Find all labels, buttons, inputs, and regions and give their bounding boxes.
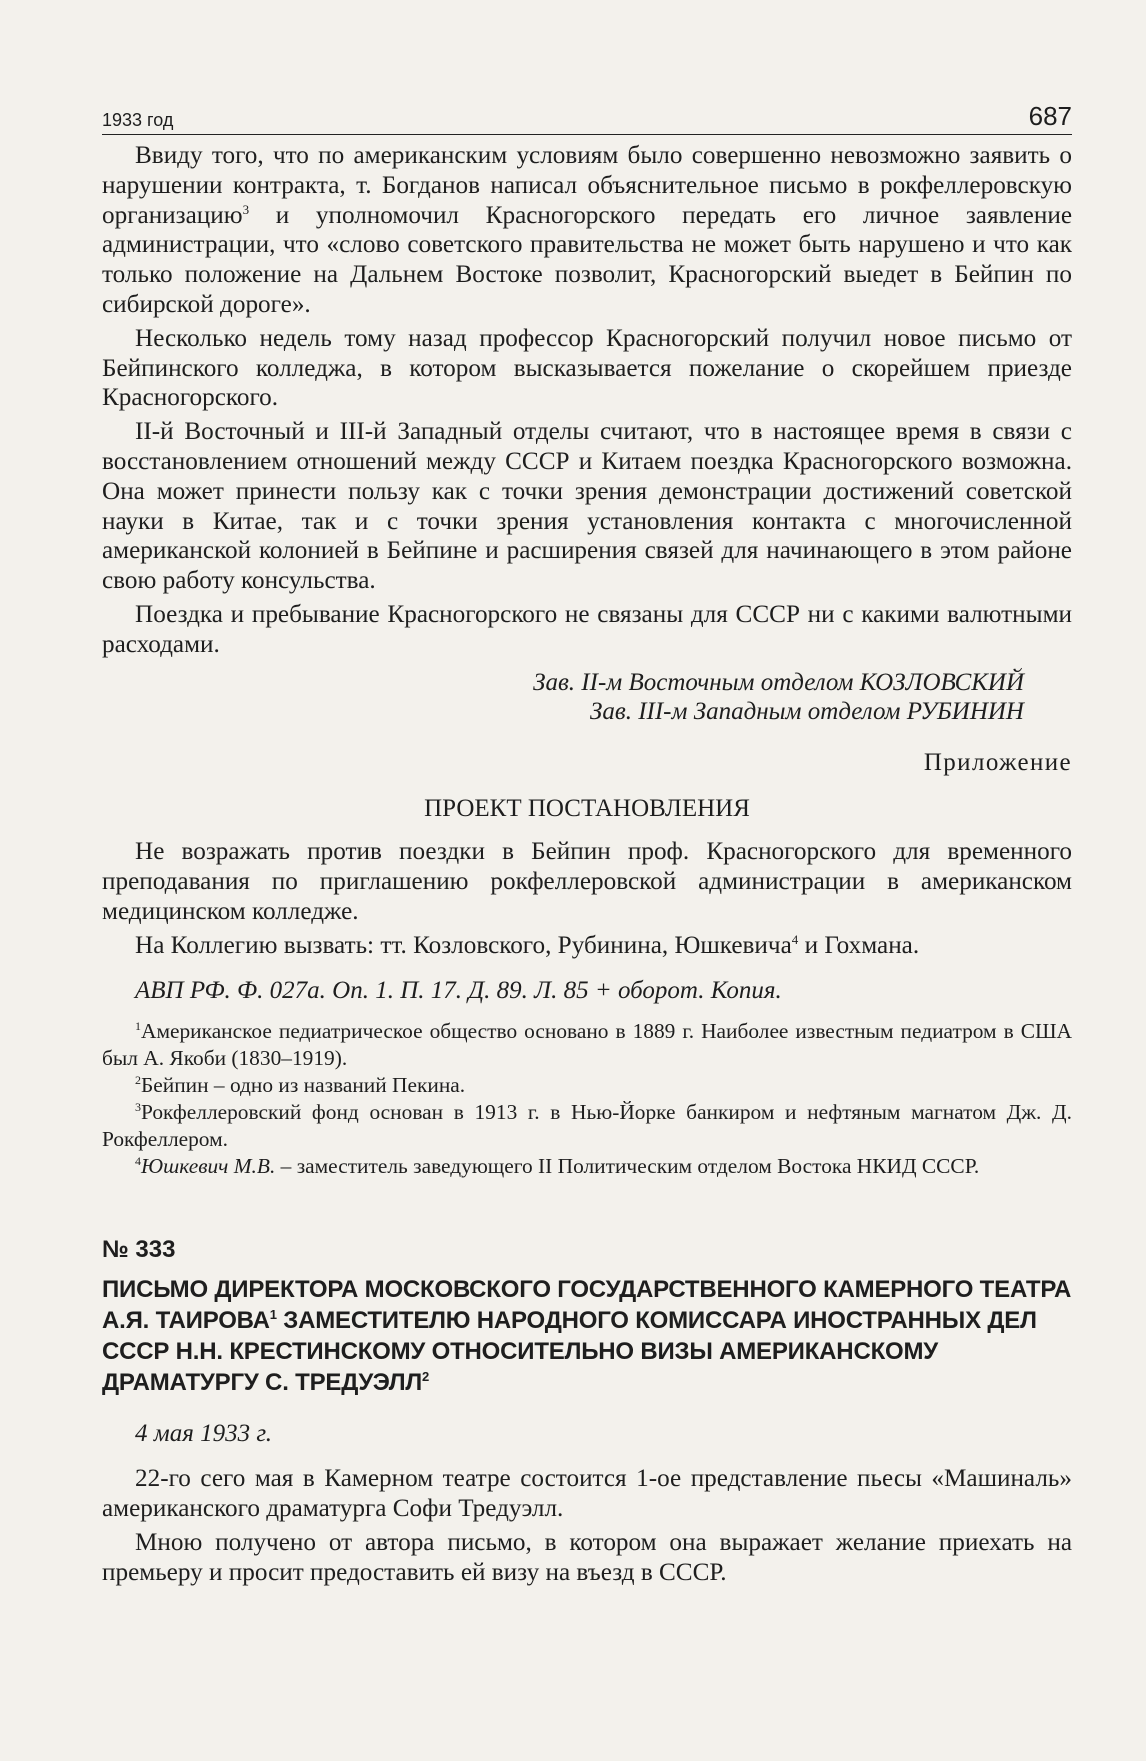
- page-body: [102, 141, 1072, 1587]
- paragraph-1-rest: и уполномочил Красногорского передать его личное заявление администрации, что «слово советского правительства не может быть нарушено и что как только положение на Дальнем Востоке позволит, Красногорский выедет в Бейпин по сибирской дороге».: [102, 201, 1072, 318]
- appendix-text-2b: и Гохмана.: [798, 931, 920, 959]
- page-number: 687: [1028, 101, 1072, 131]
- footnote-3: [102, 1099, 1072, 1153]
- paragraph-1: [102, 141, 1072, 320]
- footnote-text: Американское педиатрическое общество основано в 1889 г. Наиболее известным педиатром в США был А. Якоби (1830–1919).: [102, 1019, 1072, 1071]
- footnote-ref-3: 3: [242, 201, 250, 217]
- document-number: № 333: [102, 1236, 176, 1264]
- footnotes: [102, 1018, 1072, 1180]
- footnote-ref-4: 4: [791, 931, 799, 947]
- footnote-2: [102, 1072, 1072, 1099]
- appendix-label: Приложение: [923, 749, 1072, 777]
- footnote-text: Рокфеллеровский фонд основан в 1913 г. в Нью-Йорке банкиром и нефтяным магнатом Дж. Д. Рокфеллером.: [102, 1100, 1072, 1152]
- footnote-number: 4: [135, 1154, 141, 1169]
- document-body: [102, 1464, 1072, 1587]
- footnote-number: 3: [135, 1100, 141, 1115]
- footnote-ref-2: 2: [422, 1369, 430, 1385]
- appendix-title: ПРОЕКТ ПОСТАНОВЛЕНИЯ: [424, 795, 750, 823]
- footnote-text: Бейпин – одно из названий Пекина.: [141, 1073, 466, 1098]
- footnote-number: 2: [135, 1073, 141, 1088]
- signature-rubinin: Зав. III-м Западным отделом РУБИНИН: [589, 698, 1024, 726]
- book-page: [102, 96, 1072, 1587]
- paragraph-3: II-й Восточный и III-й Западный отделы считают, что в настоящее время в связи с восстановлением отношений между СССР и Китаем поездка Красногорского возможна. Она может принести пользу как с точки зрения демонстрации достижений советской науки в Китае, так и с точки зрения установления контакта с многочисленной американской колонией в Бейпине и расширения связей для начинающего в этом районе свою работу консульства.: [102, 418, 1072, 595]
- running-header: [102, 96, 1072, 135]
- footnote-name: Юшкевич М.В.: [141, 1154, 276, 1179]
- footnote-number: 1: [135, 1019, 141, 1034]
- paragraph-4: Поездка и пребывание Красногорского не связаны для СССР ни с какими валютными расходами.: [102, 600, 1072, 658]
- header-year: 1933 год: [102, 110, 174, 130]
- paragraph-1-text: Ввиду того, что по американским условиям было совершенно невозможно заявить о нарушении контракта, т. Богданов написал объяснительное письмо в рокфеллеровскую организацию: [102, 142, 1072, 229]
- document-title: [102, 1274, 1072, 1398]
- paragraph-2: Несколько недель тому назад профессор Красногорский получил новое письмо от Бейпинского колледжа, в котором высказывается пожелание о скорейшем приезде Красногорского.: [102, 324, 1072, 412]
- document-title-a: ПИСЬМО ДИРЕКТОРА МОСКОВСКОГО ГОСУДАРСТВЕННОГО КАМЕРНОГО ТЕАТРА А.Я. ТАИРОВА: [102, 1276, 1072, 1335]
- document-date: 4 мая 1933 г.: [135, 1420, 272, 1448]
- footnote-1: [102, 1018, 1072, 1072]
- document-paragraph-1: 22-го сего мая в Камерном театре состоится 1-ое представление пьесы «Машиналь» американского драматурга Софи Тредуэлл.: [102, 1465, 1072, 1522]
- appendix-text-2: [102, 931, 1072, 961]
- footnote-4: [102, 1153, 1072, 1180]
- signature-kozlovsky: Зав. II-м Восточным отделом КОЗЛОВСКИЙ: [533, 668, 1024, 696]
- appendix-text-2a: На Коллегию вызвать: тт. Козловского, Рубинина, Юшкевича: [135, 931, 792, 959]
- footnote-ref-1: 1: [269, 1307, 277, 1323]
- archive-source: АВП РФ. Ф. 027а. Оп. 1. П. 17. Д. 89. Л. 85 + оборот. Копия.: [135, 977, 782, 1005]
- appendix-text-1: Не возражать против поездки в Бейпин проф. Красногорского для временного преподавания по приглашению рокфеллеровской администрации в американском медицинском колледже.: [102, 838, 1072, 925]
- document-title-b: ЗАМЕСТИТЕЛЮ НАРОДНОГО КОМИССАРА ИНОСТРАННЫХ ДЕЛ СССР Н.Н. КРЕСТИНСКОМУ ОТНОСИТЕЛЬНО ВИЗЫ АМЕРИКАНСКОМУ ДРАМАТУРГУ С. ТРЕДУЭЛЛ: [102, 1307, 1037, 1397]
- document-paragraph-2: Мною получено от автора письмо, в котором она выражает желание приехать на премьеру и просит предоставить ей визу на въезд в СССР.: [102, 1528, 1072, 1586]
- footnote-text: – заместитель заведующего II Политическим отделом Востока НКИД СССР.: [275, 1154, 980, 1179]
